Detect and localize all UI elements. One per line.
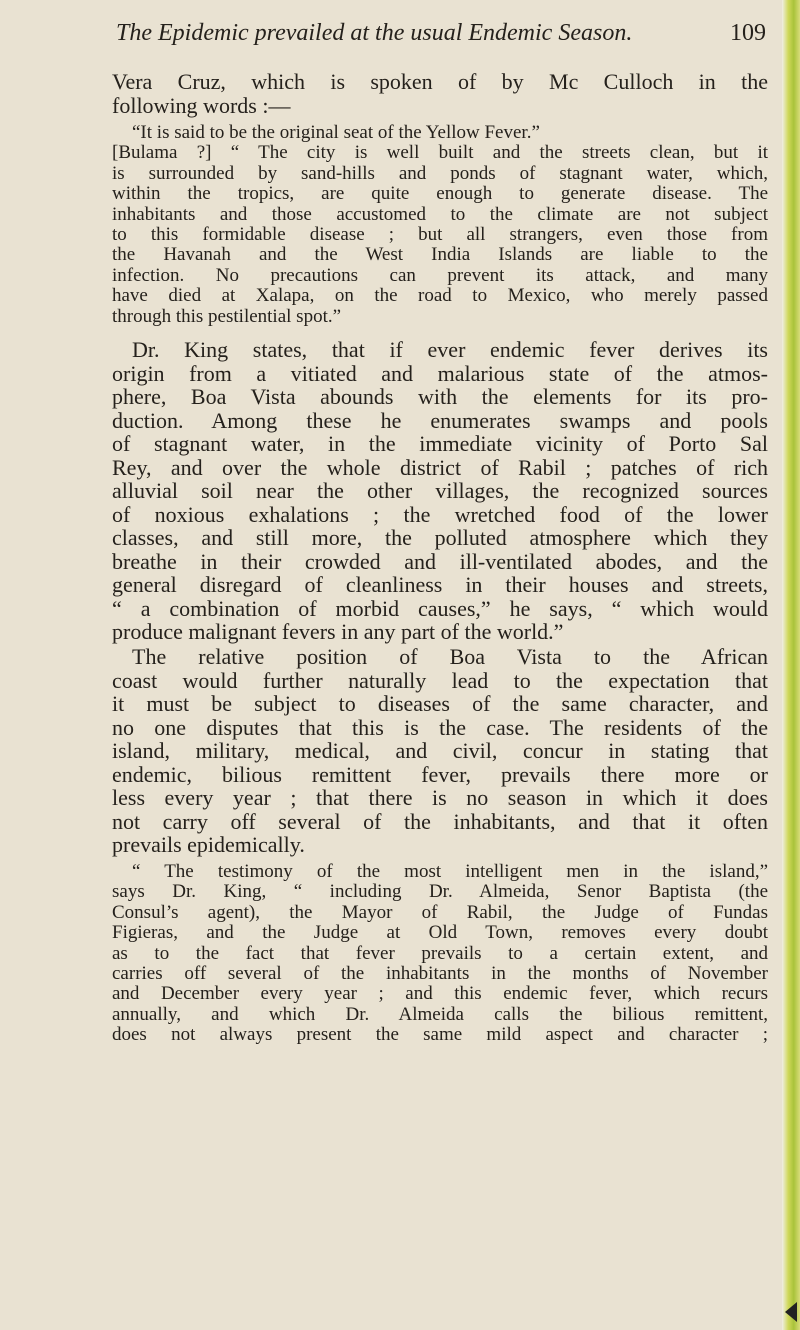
paragraph-dr-king [112, 338, 768, 644]
text-line: “ The testimony of the most intelligent men in the island,” [132, 861, 768, 882]
text-line: of noxious exhalations ; the wretched food of the lower [112, 501, 768, 527]
text-line: Figieras, and the Judge at Old Town, removes every doubt [112, 922, 768, 944]
text-line: have died at Xalapa, on the road to Mexico, who merely passed [112, 285, 768, 307]
text-line: of stagnant water, in the immediate vicinity of Porto Sal [112, 431, 768, 456]
page-header [116, 20, 766, 50]
text-line: “It is said to be the original seat of the Yellow Fever.” [132, 122, 540, 143]
paragraph-african-coast [112, 645, 768, 857]
text-line: alluvial soil near the other villages, the recognized sources [112, 478, 768, 503]
text-line: Dr. King states, that if ever endemic fever derives its [132, 337, 768, 362]
text-line: carries off several of the inhabitants in the months of November [112, 963, 768, 985]
text-line: Rey, and over the whole district of Rabil ; patches of rich [112, 454, 768, 480]
text-line: produce malignant fevers in any part of the world.” [112, 619, 564, 644]
text-line: the Havanah and the West India Islands are liable to the [112, 244, 768, 266]
text-line: annually, and which Dr. Almeida calls the bilious remittent, [112, 1003, 768, 1025]
text-line: within the tropics, are quite enough to generate disease. The [112, 183, 768, 205]
text-line: as to the fact that fever prevails to a certain extent, and [112, 942, 768, 964]
text-line: is surrounded by sand-hills and ponds of stagnant water, which, [112, 162, 768, 184]
text-line: inhabitants and those accustomed to the climate are not subject [112, 203, 768, 225]
text-line: general disregard of cleanliness in their houses and streets, [112, 572, 768, 597]
text-line: does not always present the same mild aspect and character ; [112, 1024, 768, 1046]
text-line: origin from a vitiated and malarious state of the atmos- [112, 360, 768, 386]
text-line: no one disputes that this is the case. The residents of the [112, 714, 768, 740]
quote-mc-culloch [112, 123, 768, 327]
text-line: breathe in their crowded and ill-ventilated abodes, and the [112, 548, 768, 574]
text-line: and December every year ; and this endemic fever, which recurs [112, 983, 768, 1005]
text-line: through this pestilential spot.” [112, 305, 342, 327]
quote-testimony [112, 862, 768, 1046]
text-line: following words :— [112, 92, 291, 118]
text-line: not carry off several of the inhabitants, and that it often [112, 808, 768, 834]
text-line: coast would further naturally lead to the expectation that [112, 667, 768, 693]
text-line: island, military, medical, and civil, concur in stating that [112, 738, 768, 763]
page-number: 109 [730, 20, 766, 46]
text-line: it must be subject to diseases of the same character, and [112, 691, 768, 716]
text-line: less every year ; that there is no season in which it does [112, 785, 768, 810]
text-line: to this formidable disease ; but all strangers, even those from [112, 224, 768, 246]
text-line: prevails epidemically. [112, 832, 305, 857]
text-line: phere, Boa Vista abounds with the elements for its pro- [112, 384, 768, 409]
running-head: The Epidemic prevailed at the usual Endemic Season. [116, 20, 633, 46]
paragraph-vera-cruz [112, 70, 768, 117]
text-line: duction. Among these he enumerates swamps and pools [112, 407, 768, 433]
text-line: Consul’s agent), the Mayor of Rabil, the Judge of Fundas [112, 901, 768, 923]
text-line: Vera Cruz, which is spoken of by Mc Culloch in the [112, 69, 768, 94]
text-line: [Bulama ?] “ The city is well built and the streets clean, but it [112, 142, 768, 164]
ink-mark [785, 1302, 797, 1322]
text-line: The relative position of Boa Vista to the African [132, 644, 768, 669]
text-line: “ a combination of morbid causes,” he says, “ which would [112, 595, 768, 621]
text-line: endemic, bilious remittent fever, prevails there more or [112, 761, 768, 787]
text-line: says Dr. King, “ including Dr. Almeida, Senor Baptista (the [112, 881, 768, 903]
text-line: classes, and still more, the polluted atmosphere which they [112, 525, 768, 550]
text-line: infection. No precautions can prevent its attack, and many [112, 264, 768, 286]
page-edge [782, 0, 800, 1330]
